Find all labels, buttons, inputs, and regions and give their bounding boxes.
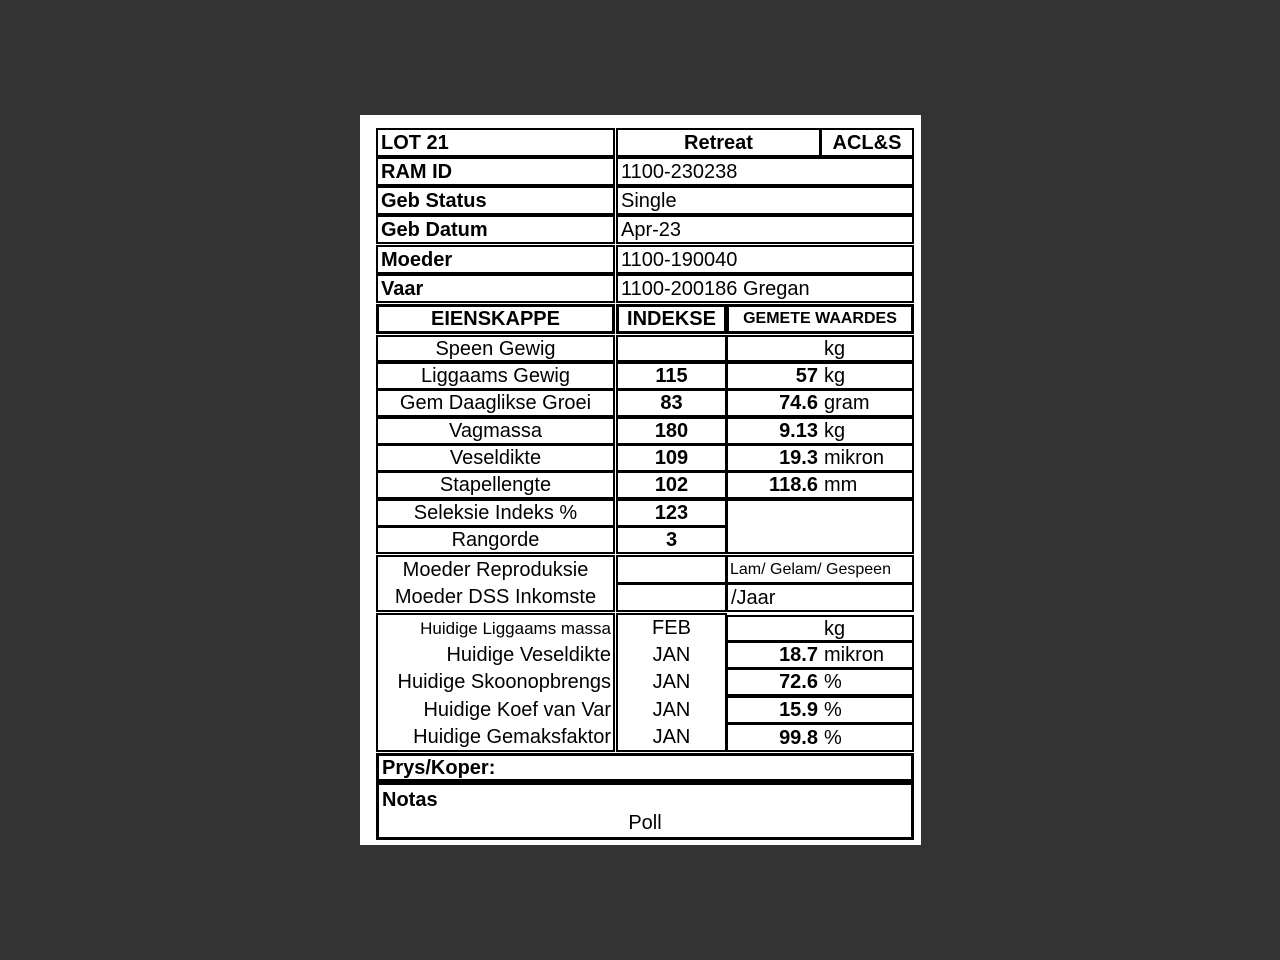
trait-unit: kg (824, 337, 846, 360)
current-unit: mikron (824, 644, 885, 666)
trait-unit: kg (824, 420, 846, 442)
column-header-measured: GEMETE WAARDES (726, 304, 914, 334)
trait-measured-cell (726, 471, 914, 499)
current-month: JAN (652, 725, 691, 748)
mother-index (616, 583, 727, 612)
column-header-index: INDEKSE (616, 304, 727, 334)
trait-index: 109 (616, 444, 727, 472)
trait-label: Stapellengte (376, 471, 615, 499)
trait-index: 102 (616, 471, 727, 499)
trait-label: Gem Daaglikse Groei (376, 389, 615, 417)
current-measured-cell (726, 696, 914, 724)
trait-index: 3 (616, 526, 727, 554)
info-value-ram-id: 1100-230238 (616, 157, 914, 186)
current-unit: kg (824, 617, 846, 640)
ranking-empty-cell (726, 499, 914, 554)
current-labels-cell (376, 613, 615, 752)
trait-measured-cell (726, 417, 914, 445)
lot-card (360, 115, 921, 845)
trait-label: Liggaams Gewig (376, 362, 615, 390)
current-unit: % (824, 671, 842, 693)
trait-value: 19.3 (779, 447, 818, 469)
trait-value: 74.6 (779, 392, 818, 414)
trait-label: Veseldikte (376, 444, 615, 472)
current-value: 18.7 (779, 644, 818, 666)
agent-name: ACL&S (820, 128, 914, 157)
current-label: Huidige Liggaams massa (420, 618, 611, 638)
notes-value: Poll (628, 812, 662, 834)
trait-value: 9.13 (779, 420, 818, 442)
trait-label: Speen Gewig (376, 335, 615, 362)
info-label-ram-id: RAM ID (376, 157, 615, 186)
current-label: Huidige Veseldikte (446, 644, 611, 667)
current-label: Huidige Gemaksfaktor (413, 725, 611, 748)
info-label-moeder: Moeder (376, 245, 615, 274)
info-value-geb-status: Single (616, 186, 914, 215)
trait-unit: gram (824, 392, 870, 414)
mother-labels-cell (376, 555, 615, 612)
info-value-vaar: 1100-200186 Gregan (616, 274, 914, 303)
current-value: 99.8 (779, 726, 818, 749)
column-header-traits: EIENSKAPPE (376, 304, 615, 334)
mother-label: Moeder DSS Inkomste (394, 585, 597, 608)
current-months-cell (616, 613, 727, 752)
current-label: Huidige Koef van Var (423, 698, 611, 721)
info-value-geb-datum: Apr-23 (616, 215, 914, 244)
current-month: JAN (652, 671, 691, 694)
current-month: FEB (652, 617, 691, 640)
current-value: 15.9 (779, 699, 818, 721)
current-measured-cell (726, 641, 914, 669)
trait-unit: mm (824, 474, 858, 496)
trait-index (616, 335, 727, 362)
current-month: JAN (652, 644, 691, 667)
trait-unit: mikron (824, 447, 885, 469)
current-measured-cell (726, 615, 914, 642)
current-value: 72.6 (779, 671, 818, 693)
info-label-vaar: Vaar (376, 274, 615, 303)
mother-label: Moeder Reproduksie (402, 559, 589, 582)
trait-value: 118.6 (769, 474, 818, 496)
info-value-moeder: 1100-190040 (616, 245, 914, 274)
farm-name: Retreat (616, 128, 821, 157)
mother-note: Lam/ Gelam/ Gespeen (726, 555, 914, 584)
trait-value: 57 (795, 365, 818, 387)
trait-label: Rangorde (376, 526, 615, 554)
info-label-geb-status: Geb Status (376, 186, 615, 215)
current-unit: % (824, 726, 842, 749)
trait-label: Seleksie Indeks % (376, 499, 615, 527)
trait-measured-cell (726, 389, 914, 417)
trait-index: 115 (616, 362, 727, 390)
trait-index: 83 (616, 389, 727, 417)
price-buyer-field: Prys/Koper: (376, 753, 914, 782)
trait-index: 180 (616, 417, 727, 445)
current-measured-cell (726, 723, 914, 752)
current-month: JAN (652, 698, 691, 721)
mother-index (616, 555, 727, 584)
trait-measured-cell (726, 335, 914, 362)
trait-index: 123 (616, 499, 727, 527)
info-label-geb-datum: Geb Datum (376, 215, 615, 244)
current-unit: % (824, 699, 842, 721)
trait-measured-cell (726, 444, 914, 472)
notes-box (376, 782, 914, 840)
trait-label: Vagmassa (376, 417, 615, 445)
notes-label: Notas (382, 789, 438, 811)
mother-note: /Jaar (726, 583, 914, 612)
trait-unit: kg (824, 365, 846, 387)
current-measured-cell (726, 668, 914, 696)
current-label: Huidige Skoonopbrengs (397, 671, 611, 694)
trait-measured-cell (726, 362, 914, 390)
lot-number: LOT 21 (376, 128, 615, 157)
